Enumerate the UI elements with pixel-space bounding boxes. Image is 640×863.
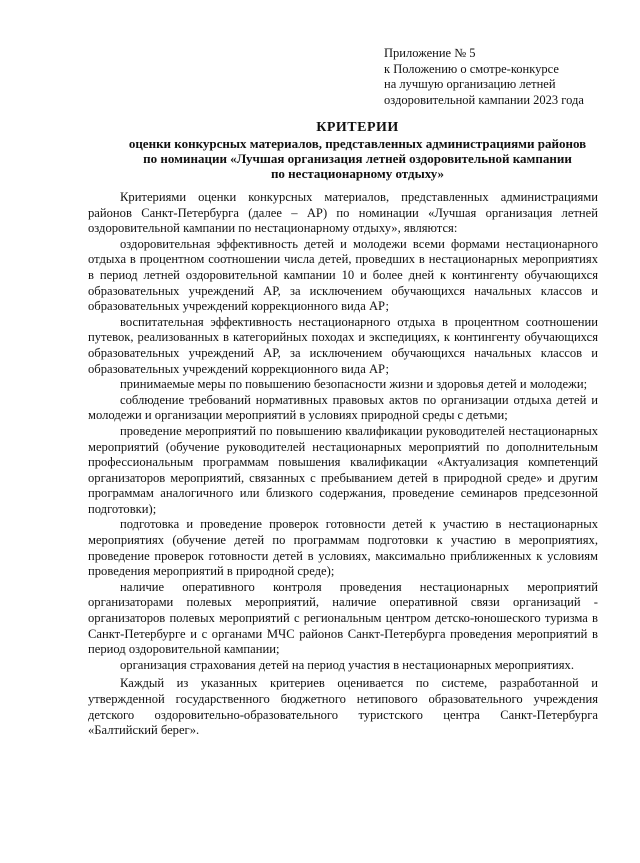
criterion-paragraph: наличие оперативного контроля проведения нестационарных мероприятий организаторами полевых мероприятий, наличие оперативной связи организаций - организаторов полевых мероприятий с региональным центром детско-юношеского туризма в Санкт-Петербурге и с органами МЧС районов Санкт-Петербурга проведения мероприятий в период оздоровительной кампании;: [88, 579, 598, 657]
criterion-paragraph: подготовка и проведение проверок готовности детей к участию в нестационарных мероприятиях (обучение детей по программам подготовки к участию в мероприятиях, проведение проверок готовности детей в условиях, максимально приближенных к условиям проведения мероприятий в природной среде);: [88, 517, 598, 579]
criterion-paragraph: принимаемые меры по повышению безопасности жизни и здоровья детей и молодежи;: [120, 377, 588, 392]
appendix-line: на лучшую организацию летней: [384, 77, 556, 91]
appendix-line: Приложение № 5: [384, 46, 476, 60]
document-heading: [80, 120, 635, 181]
intro-paragraph: Критериями оценки конкурсных материалов, представленных администрациями районов Санкт-Петербурга (далее – АР) по номинации «Лучшая организация летней оздоровительной кампании по нестационарному отдыху», являются:: [88, 190, 598, 236]
heading-line: по нестационарному отдыху»: [270, 166, 445, 181]
appendix-line: к Положению о смотре-конкурсе: [384, 61, 559, 76]
final-paragraph: Каждый из указанных критериев оценивается по системе, разработанной и утвержденной государственного бюджетного нетипового образовательного учреждения детского оздоровительно-образовательного туристского центра Санкт-Петербурга «Балтийский берег».: [88, 676, 598, 738]
criterion-paragraph: организация страхования детей на период участия в нестационарных мероприятиях.: [120, 657, 574, 672]
criterion-paragraph: воспитательная эффективность нестационарного отдыха в процентном соотношении путевок, реализованных в категорийных походах и экспедициях, к контингенту обучающихся образовательных учреждений АР, за исключением обучающихся начальных классов и образовательных учреждений коррекционного вида АР;: [88, 314, 598, 376]
appendix-line: оздоровительной кампании 2023 года: [384, 92, 584, 107]
criterion-paragraph: проведение мероприятий по повышению квалификации руководителей нестационарных мероприятий (обучение руководителей нестационарных мероприятий по дополнительным профессиональным программам повышения квалификации «Актуализация компетенций организаторов мероприятий, связанных с пребыванием детей в природной среде» и другим программам аналогичного или близкого содержания, проведение семинаров предсезонной подготовки);: [88, 423, 598, 516]
document-title: КРИТЕРИИ: [316, 120, 399, 135]
document-body: [88, 190, 598, 739]
heading-line: по номинации «Лучшая организация летней оздоровительной кампании: [143, 151, 572, 166]
criterion-paragraph: соблюдение требований нормативных правовых актов по организации отдыха детей и молодежи и организации мероприятий в условиях природной среды с детьми;: [88, 392, 598, 423]
criterion-paragraph: оздоровительная эффективность детей и молодежи всеми формами нестационарного отдыха в процентном соотношении числа детей, проведших в нестационарных мероприятиях в период летней оздоровительной кампании 10 и более дней к контингенту обучающихся образовательных учреждений АР, за исключением обучающихся начальных классов и образовательных учреждений коррекционного вида АР;: [88, 236, 598, 314]
heading-line: оценки конкурсных материалов, представленных администрациями районов: [128, 136, 587, 151]
appendix-note: [384, 46, 584, 108]
